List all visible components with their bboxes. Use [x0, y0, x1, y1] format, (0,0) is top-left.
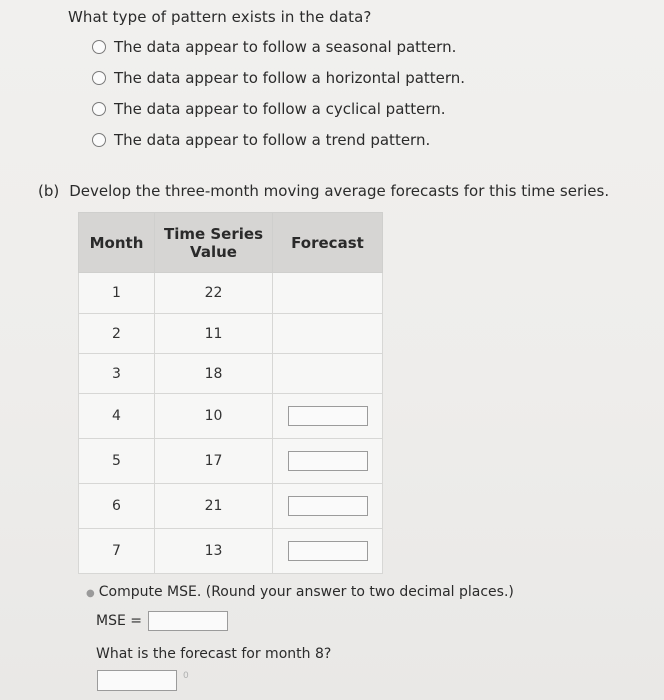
table-row [79, 314, 383, 354]
table-header-row [79, 213, 383, 273]
cell-forecast [273, 394, 383, 439]
cell-month: 5 [79, 439, 155, 484]
table-row [79, 529, 383, 574]
table-row [79, 439, 383, 484]
header-month: Month [79, 213, 155, 273]
cell-month: 3 [79, 354, 155, 394]
cell-forecast-empty [273, 354, 383, 394]
cell-forecast-empty [273, 314, 383, 354]
option-seasonal[interactable] [92, 38, 456, 56]
cell-value: 13 [155, 529, 273, 574]
cell-value: 11 [155, 314, 273, 354]
header-time-series-value [155, 213, 273, 273]
table-row [79, 354, 383, 394]
radio-cyclical[interactable] [92, 102, 106, 116]
month8-prompt: What is the forecast for month 8? [96, 646, 332, 662]
cell-forecast [273, 484, 383, 529]
radio-seasonal[interactable] [92, 40, 106, 54]
radio-horizontal[interactable] [92, 71, 106, 85]
table-row [79, 394, 383, 439]
month8-forecast-input[interactable] [97, 670, 177, 691]
option-label: The data appear to follow a trend pattern. [114, 131, 431, 149]
header-value-line1: Time Series [163, 224, 264, 243]
cell-month: 6 [79, 484, 155, 529]
table-row [79, 273, 383, 314]
cell-month: 2 [79, 314, 155, 354]
mse-prompt-text: Compute MSE. (Round your answer to two decimal places.) [98, 584, 514, 600]
cell-value: 18 [155, 354, 273, 394]
bullet-icon: ● [86, 588, 95, 599]
mse-input[interactable] [148, 611, 228, 631]
cell-value: 22 [155, 273, 273, 314]
option-label: The data appear to follow a cyclical pattern. [114, 100, 446, 118]
forecast-input-month-4[interactable] [288, 406, 368, 426]
option-horizontal[interactable] [92, 69, 465, 87]
cell-forecast [273, 439, 383, 484]
cell-value: 17 [155, 439, 273, 484]
option-label: The data appear to follow a seasonal pattern. [114, 38, 457, 56]
cell-value: 10 [155, 394, 273, 439]
forecast-input-month-6[interactable] [288, 496, 368, 516]
header-forecast: Forecast [273, 213, 383, 273]
forecast-input-month-5[interactable] [288, 451, 368, 471]
mse-prompt [86, 584, 514, 600]
mse-label: MSE = [96, 613, 142, 629]
moving-average-table [78, 212, 383, 574]
part-b-letter: (b) [38, 182, 60, 200]
part-b-text: Develop the three-month moving average forecasts for this time series. [69, 182, 610, 200]
radio-trend[interactable] [92, 133, 106, 147]
option-label: The data appear to follow a horizontal pattern. [114, 69, 466, 87]
cell-forecast-empty [273, 273, 383, 314]
cell-month: 7 [79, 529, 155, 574]
forecast-input-month-7[interactable] [288, 541, 368, 561]
input-status-mark: 0 [183, 671, 189, 681]
cell-forecast [273, 529, 383, 574]
option-cyclical[interactable] [92, 100, 446, 118]
cell-value: 21 [155, 484, 273, 529]
cell-month: 4 [79, 394, 155, 439]
part-b-prompt [38, 182, 609, 200]
table-row [79, 484, 383, 529]
mse-row [96, 611, 228, 631]
cell-month: 1 [79, 273, 155, 314]
option-trend[interactable] [92, 131, 430, 149]
question-title: What type of pattern exists in the data? [68, 8, 372, 26]
header-value-line2: Value [190, 242, 237, 261]
